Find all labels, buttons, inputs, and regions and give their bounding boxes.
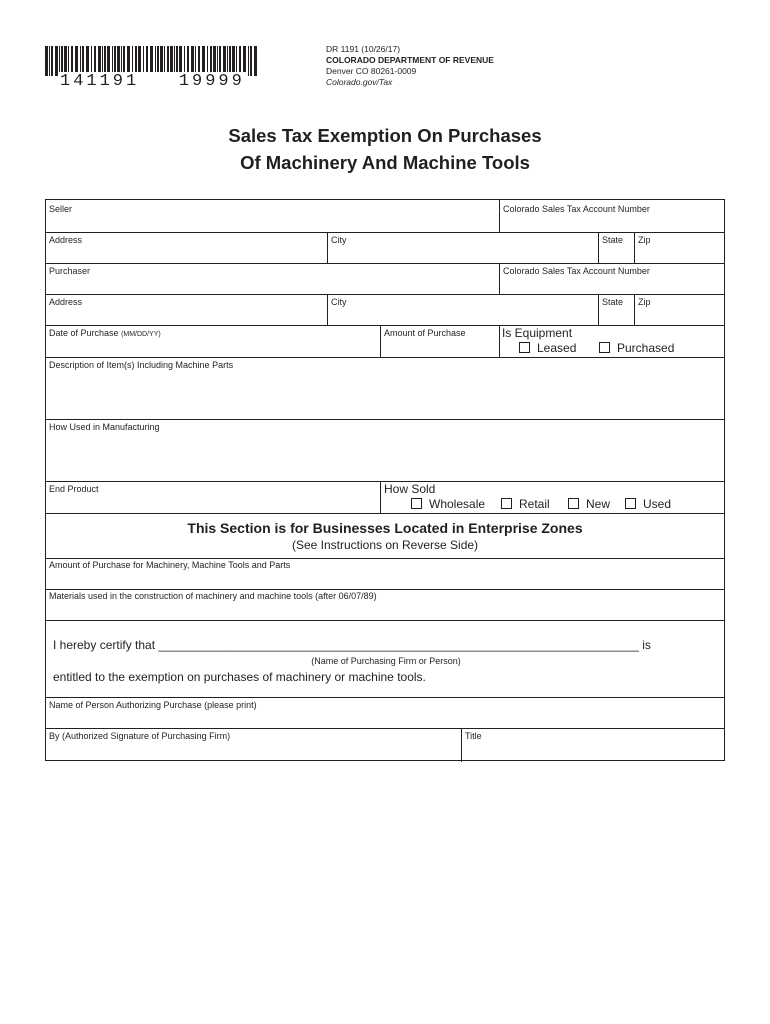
purchaser-account-label: Colorado Sales Tax Account Number (503, 266, 650, 276)
title-label: Title (465, 731, 482, 741)
page-title (0, 122, 770, 176)
date-format-hint: (MM/DD/YY) (121, 331, 161, 338)
certify-line-2: entitled to the exemption on purchases of machinery or machine tools. (53, 670, 426, 684)
new-label: New (586, 497, 611, 511)
certify-line (53, 638, 651, 652)
purchaser-zip-label: Zip (638, 297, 651, 307)
retail-checkbox[interactable] (501, 498, 512, 509)
form-id: DR 1191 (10/26/17) (326, 44, 401, 54)
authorizing-name-label: Name of Person Authorizing Purchase (please print) (49, 700, 257, 710)
used-label: Used (643, 497, 672, 511)
date-of-purchase-text: Date of Purchase (49, 328, 119, 338)
form-box (45, 199, 725, 761)
is-equipment-label: Is Equipment (502, 326, 573, 340)
seller-label: Seller (49, 204, 73, 214)
seller-zip-label: Zip (638, 235, 651, 245)
seller-state-label: State (602, 235, 624, 245)
new-checkbox[interactable] (568, 498, 579, 509)
leased-checkbox[interactable] (519, 342, 530, 353)
leased-label: Leased (537, 341, 577, 355)
retail-option[interactable] (501, 497, 550, 511)
amount-of-purchase-label: Amount of Purchase (384, 328, 466, 338)
department-info (326, 44, 494, 88)
title-line-1: Sales Tax Exemption On Purchases (228, 125, 542, 146)
purchaser-state-label: State (602, 297, 624, 307)
seller-address-label: Address (49, 235, 83, 245)
certify-caption: (Name of Purchasing Firm or Person) (311, 656, 461, 666)
seller-account-label: Colorado Sales Tax Account Number (503, 204, 650, 214)
certify-suffix: is (642, 638, 651, 652)
barcode-number: 141191 19999 (60, 72, 245, 91)
enterprise-zone-subtitle: (See Instructions on Reverse Side) (291, 538, 479, 552)
title-line-2: Of Machinery And Machine Tools (240, 152, 530, 173)
enterprise-materials-label: Materials used in the construction of machinery and machine tools (after 06/07/89) (49, 591, 377, 601)
wholesale-label: Wholesale (429, 497, 486, 511)
retail-label: Retail (519, 497, 550, 511)
certify-prefix: I hereby certify that (53, 638, 156, 652)
used-option[interactable] (625, 497, 671, 511)
leased-option[interactable] (519, 341, 576, 355)
seller-city-label: City (331, 235, 347, 245)
department-website: Colorado.gov/Tax (326, 77, 393, 87)
purchaser-city-label: City (331, 297, 347, 307)
end-product-label: End Product (49, 484, 99, 494)
wholesale-checkbox[interactable] (411, 498, 422, 509)
used-checkbox[interactable] (625, 498, 636, 509)
purchased-checkbox[interactable] (599, 342, 610, 353)
description-label: Description of Item(s) Including Machine Parts (49, 360, 234, 370)
certify-name-blank[interactable]: ________________________________________________________________________ (158, 638, 639, 652)
how-used-label: How Used in Manufacturing (49, 422, 160, 432)
department-name: COLORADO DEPARTMENT OF REVENUE (326, 55, 494, 65)
purchaser-address-label: Address (49, 297, 83, 307)
enterprise-amount-label: Amount of Purchase for Machinery, Machine Tools and Parts (49, 560, 291, 570)
signature-label: By (Authorized Signature of Purchasing Firm) (49, 731, 231, 741)
purchased-option[interactable] (599, 341, 674, 355)
department-address: Denver CO 80261-0009 (326, 66, 417, 76)
new-option[interactable] (568, 497, 610, 511)
purchaser-label: Purchaser (49, 266, 91, 276)
enterprise-zone-title: This Section is for Businesses Located in Enterprise Zones (187, 520, 583, 536)
how-sold-label: How Sold (384, 482, 436, 496)
wholesale-option[interactable] (411, 497, 485, 511)
purchased-label: Purchased (617, 341, 675, 355)
date-of-purchase-label (49, 328, 161, 338)
